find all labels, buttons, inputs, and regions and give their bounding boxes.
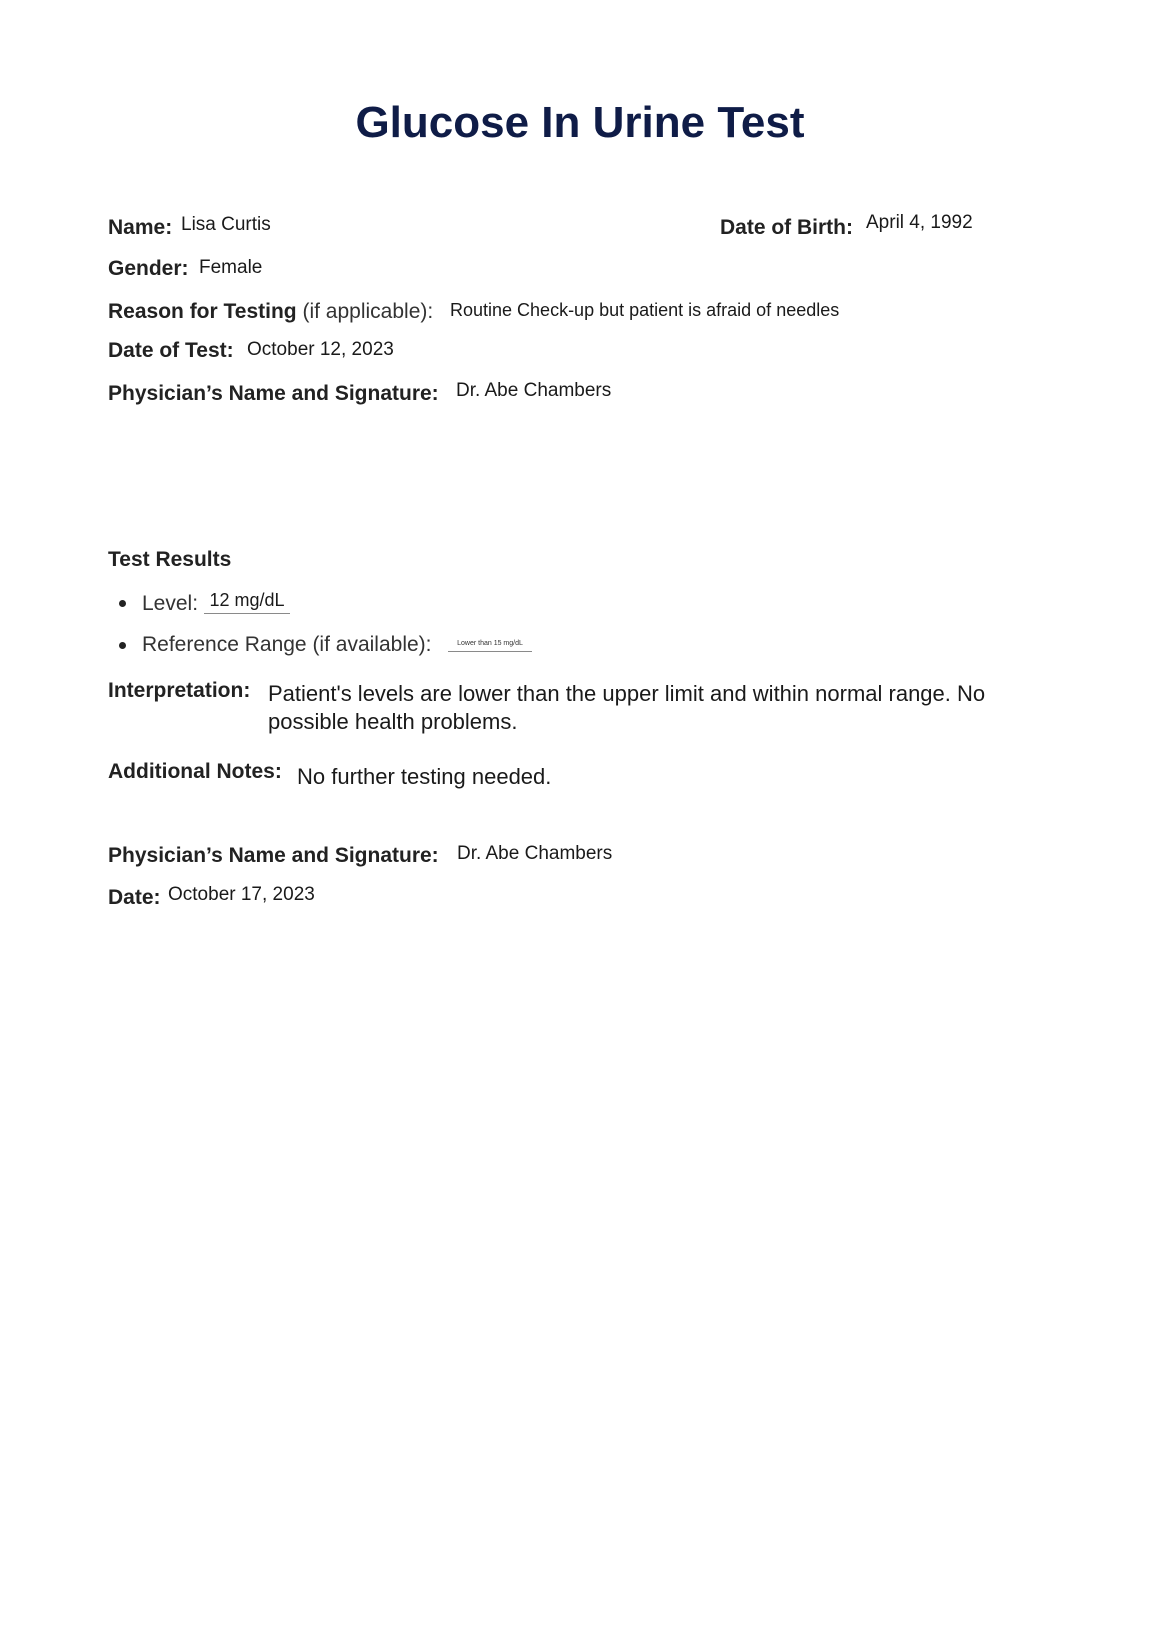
page-title: Glucose In Urine Test [355, 98, 805, 147]
level-value: 12 mg/dL [204, 590, 290, 614]
gender-label: Gender: [108, 257, 189, 280]
level-label: Level: [142, 592, 199, 615]
date-of-test-value: October 12, 2023 [247, 339, 394, 360]
reason-label-note: (if applicable): [302, 300, 434, 323]
physician-value: Dr. Abe Chambers [456, 380, 612, 401]
signoff-physician-value: Dr. Abe Chambers [457, 843, 613, 864]
date-of-test-label: Date of Test: [108, 339, 234, 362]
dob-label: Date of Birth: [720, 216, 853, 239]
reason-label [108, 300, 433, 324]
additional-notes-text: No further testing needed. [297, 764, 552, 789]
test-results-heading: Test Results [108, 548, 232, 571]
signoff-date-value: October 17, 2023 [168, 884, 315, 905]
physician-label: Physician’s Name and Signature: [108, 382, 439, 405]
name-value: Lisa Curtis [181, 214, 271, 235]
dob-value: April 4, 1992 [866, 212, 973, 233]
reason-label-main: Reason for Testing [108, 300, 297, 323]
gender-value: Female [199, 257, 263, 278]
reason-value: Routine Check-up but patient is afraid of needles [450, 300, 840, 320]
name-label: Name: [108, 216, 173, 239]
reference-range-value: Lower than 15 mg/dL [448, 640, 532, 652]
signoff-physician-label: Physician’s Name and Signature: [108, 844, 439, 867]
bullet-dot [119, 600, 126, 607]
additional-notes-label: Additional Notes: [108, 760, 282, 783]
signoff-date-label: Date: [108, 886, 161, 909]
interpretation-label: Interpretation: [108, 679, 251, 702]
interpretation-text: Patient's levels are lower than the upper limit and within normal range. No possible health problems. [268, 681, 986, 734]
bullet-dot [119, 642, 126, 649]
reference-range-label: Reference Range (if available): [142, 633, 432, 656]
